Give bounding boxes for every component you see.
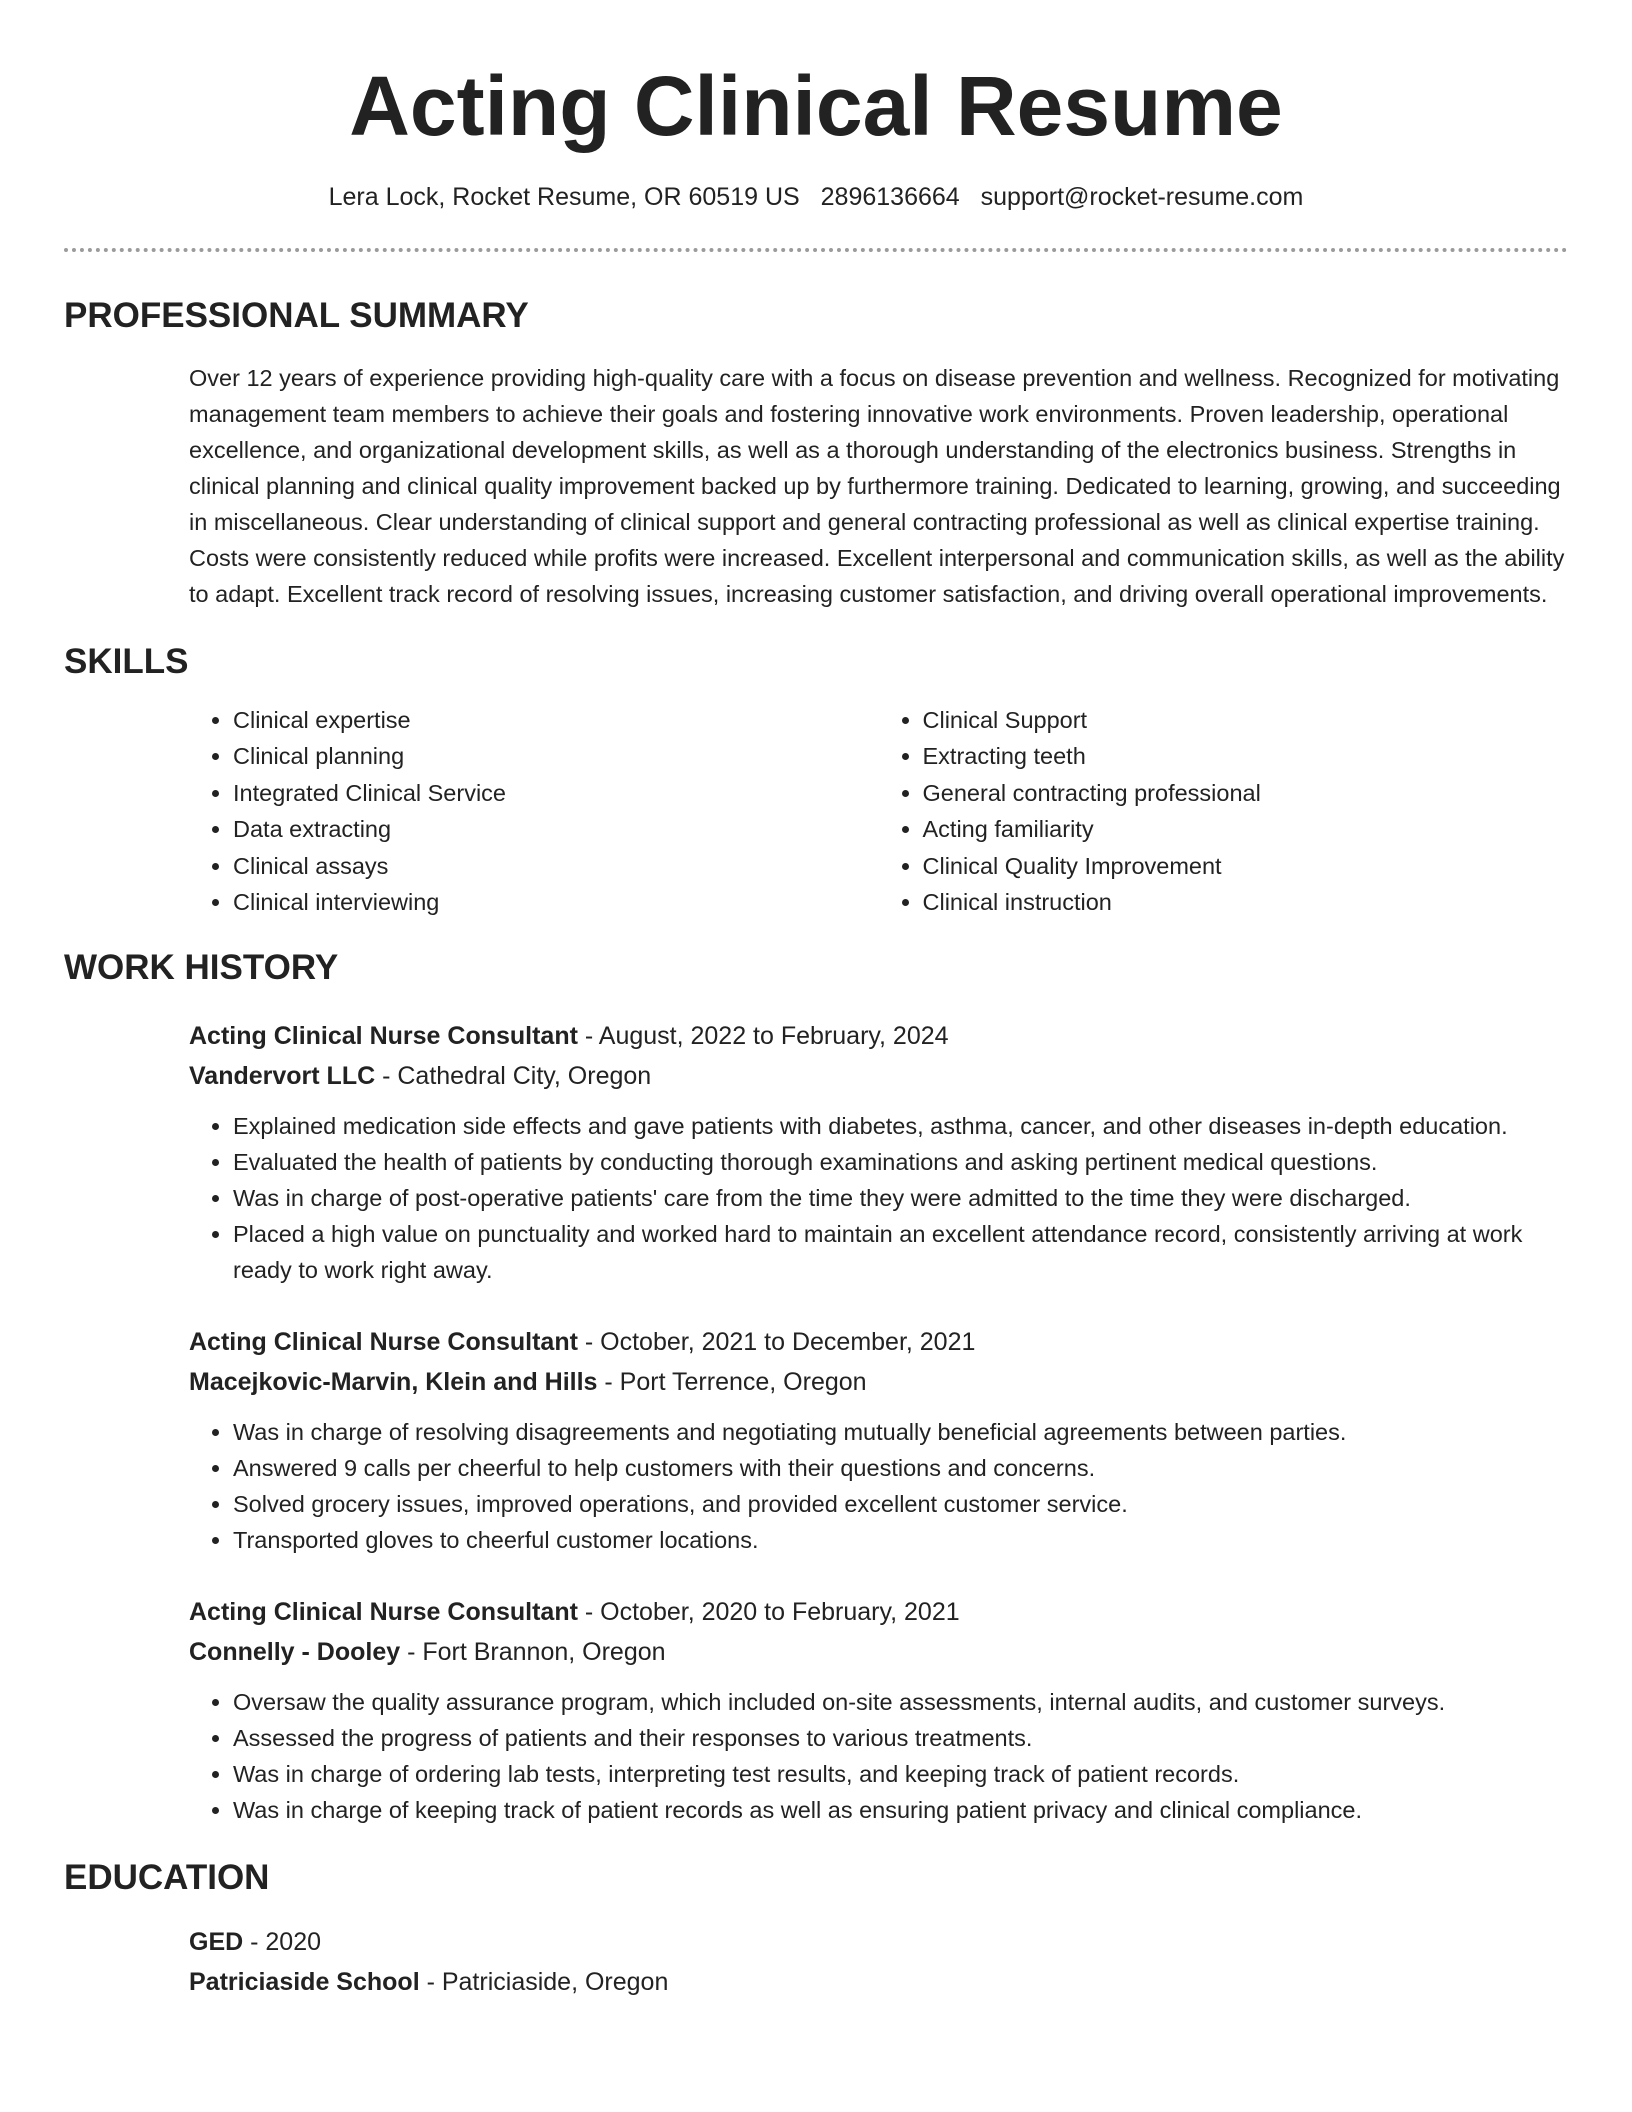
job-bullet: • Solved grocery issues, improved operations, and provided excellent customer service. — [233, 1486, 1568, 1522]
job-bullet: • Oversaw the quality assurance program, which included on-site assessments, internal audits, and customer surveys. — [233, 1684, 1568, 1720]
skills-column-right — [879, 702, 1569, 920]
summary-heading: PROFESSIONAL SUMMARY — [64, 296, 529, 335]
job-dates: - August, 2022 to February, 2024 — [577, 1022, 949, 1051]
job-location: - Cathedral City, Oregon — [375, 1062, 652, 1091]
job-entry — [189, 1016, 1568, 1288]
education-degree-line — [189, 1922, 1568, 1962]
job-bullet: • Evaluated the health of patients by conducting thorough examinations and asking pertinent medical questions. — [233, 1144, 1568, 1180]
job-bullet: • Explained medication side effects and gave patients with diabetes, asthma, cancer, and other diseases in-depth education. — [233, 1108, 1568, 1144]
job-title-line — [189, 1016, 1568, 1056]
work-history-heading: WORK HISTORY — [64, 948, 339, 988]
skill-item: • Acting familiarity — [923, 811, 1569, 847]
job-dates: - October, 2021 to December, 2021 — [577, 1328, 976, 1357]
skill-item: • Clinical planning — [233, 738, 879, 774]
job-bullet: • Transported gloves to cheerful customer locations. — [233, 1522, 1568, 1558]
education-section — [64, 1856, 1568, 2002]
skill-item: • Clinical expertise — [233, 702, 879, 738]
job-title: Acting Clinical Nurse Consultant — [189, 1598, 578, 1627]
education-entry — [189, 1922, 1568, 2002]
skill-item: • Extracting teeth — [923, 738, 1569, 774]
job-company: Connelly - Dooley — [189, 1638, 401, 1667]
job-company-line — [189, 1632, 1568, 1672]
job-company: Macejkovic-Marvin, Klein and Hills — [189, 1368, 598, 1397]
header-divider — [64, 248, 1568, 252]
skill-item: • General contracting professional — [923, 775, 1569, 811]
job-bullet: • Answered 9 calls per cheerful to help customers with their questions and concerns. — [233, 1450, 1568, 1486]
job-entry — [189, 1322, 1568, 1558]
skills-column-left — [189, 702, 879, 920]
job-bullets — [189, 1684, 1568, 1828]
skill-item: • Clinical instruction — [923, 884, 1569, 920]
resume-title: Acting Clinical Resume — [349, 59, 1283, 153]
job-title-line — [189, 1322, 1568, 1362]
skill-item: • Clinical Support — [923, 702, 1569, 738]
education-heading: EDUCATION — [64, 1858, 270, 1898]
education-school: Patriciaside School — [189, 1968, 420, 1997]
skills-heading: SKILLS — [64, 642, 189, 681]
skills-section — [64, 640, 1568, 920]
job-title-line — [189, 1592, 1568, 1632]
job-bullet: • Was in charge of keeping track of patient records as well as ensuring patient privacy and clinical compliance. — [233, 1792, 1568, 1828]
job-bullets — [189, 1108, 1568, 1288]
job-bullet: • Assessed the progress of patients and their responses to various treatments. — [233, 1720, 1568, 1756]
skill-item: • Clinical assays — [233, 848, 879, 884]
job-entry — [189, 1592, 1568, 1828]
education-location: - Patriciaside, Oregon — [419, 1968, 669, 1997]
education-school-line — [189, 1962, 1568, 2002]
skill-item: • Clinical Quality Improvement — [923, 848, 1569, 884]
job-title: Acting Clinical Nurse Consultant — [189, 1328, 578, 1357]
contact-address: Lera Lock, Rocket Resume, OR 60519 US — [328, 183, 800, 211]
contact-phone: 2896136664 — [820, 183, 960, 211]
contact-line — [64, 180, 1568, 214]
job-bullets — [189, 1414, 1568, 1558]
summary-section — [64, 294, 1568, 612]
contact-email: support@rocket-resume.com — [980, 183, 1304, 211]
job-bullet: • Placed a high value on punctuality and worked hard to maintain an excellent attendance record, consistently arriving at work ready to work right away. — [233, 1216, 1568, 1288]
skills-grid — [189, 702, 1568, 920]
skill-item: • Data extracting — [233, 811, 879, 847]
job-title: Acting Clinical Nurse Consultant — [189, 1022, 578, 1051]
job-location: - Fort Brannon, Oregon — [400, 1638, 666, 1667]
job-bullet: • Was in charge of ordering lab tests, interpreting test results, and keeping track of patient records. — [233, 1756, 1568, 1792]
summary-text: Over 12 years of experience providing high-quality care with a focus on disease prevention and wellness. Recognized for motivating management team members to achieve their goals and fostering innovative work environments. Proven leadership, operational excellence, and organizational development skills, as well as a thorough understanding of the electronics business. Strengths in clinical planning and clinical quality improvement backed up by furthermore training. Dedicated to learning, growing, and succeeding in miscellaneous. Clear understanding of clinical support and general contracting professional as well as clinical expertise training. Costs were consistently reduced while profits were increased. Excellent interpersonal and communication skills, as well as the ability to adapt. Excellent track record of resolving issues, increasing customer satisfaction, and driving overall operational improvements. — [189, 365, 1565, 607]
job-dates: - October, 2020 to February, 2021 — [577, 1598, 960, 1627]
job-company: Vandervort LLC — [189, 1062, 376, 1091]
job-company-line — [189, 1056, 1568, 1096]
job-bullet: • Was in charge of resolving disagreements and negotiating mutually beneficial agreements between parties. — [233, 1414, 1568, 1450]
job-company-line — [189, 1362, 1568, 1402]
skill-item: • Clinical interviewing — [233, 884, 879, 920]
education-degree: GED — [189, 1928, 244, 1957]
skill-item: • Integrated Clinical Service — [233, 775, 879, 811]
job-bullet: • Was in charge of post-operative patients' care from the time they were admitted to the time they were discharged. — [233, 1180, 1568, 1216]
job-location: - Port Terrence, Oregon — [597, 1368, 867, 1397]
work-history-section — [64, 946, 1568, 1828]
education-year: - 2020 — [243, 1928, 322, 1957]
